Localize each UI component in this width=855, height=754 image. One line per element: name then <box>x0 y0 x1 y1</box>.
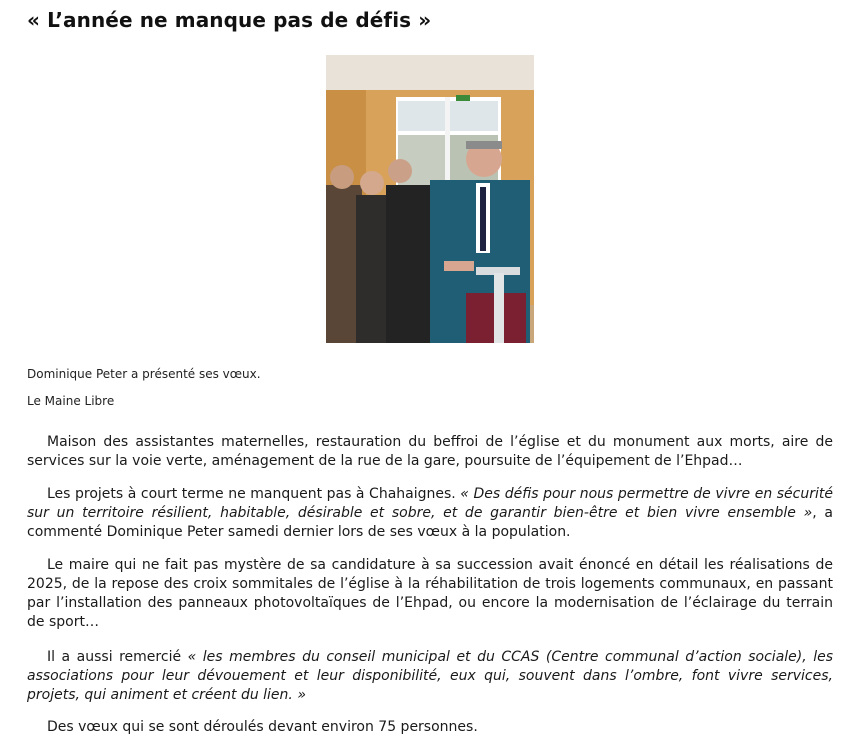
photo-caption: Dominique Peter a présenté ses vœux. <box>27 367 261 381</box>
article-photo <box>326 55 534 343</box>
paragraph-2-start: Les projets à court terme ne manquent pas à Chahaignes. <box>47 486 461 502</box>
paragraph-2 <box>27 485 833 542</box>
paragraph-4-start: Il a aussi remercié <box>47 649 188 665</box>
article-title: « L’année ne manque pas de défis » <box>27 8 432 32</box>
paragraph-4-quote: « les membres du conseil municipal et du CCAS (Centre communal d’action sociale), les associations pour leur dévouement et leur disponibilité, eux qui, souvent dans l’ombre, font vivre services, projets, qui animent et créent du lien. » <box>27 649 834 703</box>
paragraph-4 <box>27 648 833 705</box>
paragraph-2-end: , a commenté Dominique Peter samedi dernier lors de ses vœux à la population. <box>27 505 833 540</box>
paragraph-1: Maison des assistantes maternelles, restauration du beffroi de l’église et du monument aux morts, aire de services sur la voie verte, aménagement de la rue de la gare, poursuite de l’équipement de l’Ehpad… <box>27 434 833 469</box>
paragraph-5: Des vœux qui se sont déroulés devant environ 75 personnes. <box>47 719 478 735</box>
source-label: Le Maine Libre <box>27 394 115 408</box>
photo-illustration <box>326 55 534 343</box>
paragraph-3: Le maire qui ne fait pas mystère de sa candidature à sa succession avait énoncé en détail les réalisations de 2025, de la repose des croix sommitales de l’église à la réhabilitation de trois logements communaux, en passant par l’installation des panneaux photovoltaïques de l’Ehpad, ou encore la modernisation de l’éclairage du terrain de sport… <box>27 557 833 630</box>
paragraph-2-quote: « Des défis pour nous permettre de vivre en sécurité sur un territoire résilient, habitable, désirable et sobre, et de garantir bien-être et bien vivre ensemble » <box>27 486 833 521</box>
